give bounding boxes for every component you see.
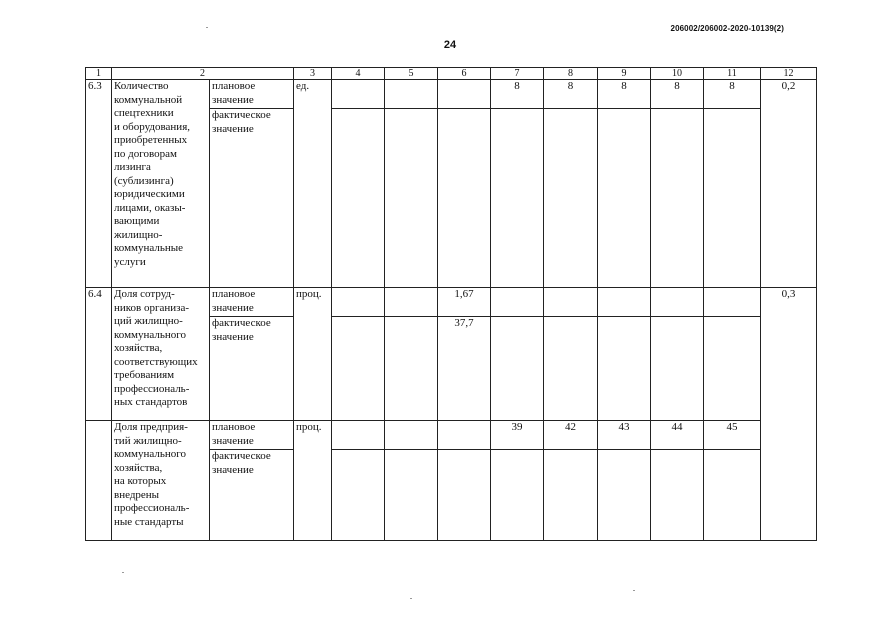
plan-label: плановое значение	[210, 80, 294, 109]
fact-value	[598, 450, 651, 541]
plan-value: 42	[544, 421, 598, 450]
fact-value	[385, 109, 438, 288]
plan-value: 45	[704, 421, 761, 450]
plan-value: 39	[491, 421, 544, 450]
fact-label: фактическое значение	[210, 450, 294, 541]
plan-value	[332, 80, 385, 109]
scan-speck	[633, 590, 635, 591]
row-number: 6.3	[86, 80, 112, 288]
fact-value: 37,7	[438, 317, 491, 421]
plan-value	[544, 288, 598, 317]
plan-label: плановое значение	[210, 288, 294, 317]
plan-value: 44	[651, 421, 704, 450]
scan-speck	[410, 598, 412, 599]
unit: проц.	[294, 421, 332, 541]
plan-value: 43	[598, 421, 651, 450]
plan-value	[385, 80, 438, 109]
plan-value	[385, 288, 438, 317]
weight: 0,2	[761, 80, 817, 288]
scan-speck	[122, 572, 124, 573]
plan-value	[332, 421, 385, 450]
table-row-plan	[86, 288, 817, 317]
row-number	[86, 421, 112, 541]
fact-value	[544, 450, 598, 541]
column-number: 12	[761, 68, 817, 80]
fact-value	[332, 109, 385, 288]
page-number: 24	[443, 39, 457, 51]
fact-value	[598, 109, 651, 288]
plan-value	[704, 288, 761, 317]
fact-value	[491, 450, 544, 541]
fact-value	[385, 317, 438, 421]
column-number: 6	[438, 68, 491, 80]
indicator-name: Количество коммунальной спецтехники и оборудования, приобретенных по договорам лизинга (сублизинга) юридическими лицами, оказы- вающими жилищно- коммунальные услуги	[112, 80, 210, 288]
plan-value: 8	[544, 80, 598, 109]
column-number: 5	[385, 68, 438, 80]
plan-value	[491, 288, 544, 317]
plan-value	[438, 421, 491, 450]
indicator-name: Доля сотруд- ников организа- ций жилищно- коммунального хозяйства, соответствующих требованиям профессиональ- ных стандартов	[112, 288, 210, 421]
column-number: 3	[294, 68, 332, 80]
plan-value	[438, 80, 491, 109]
fact-value	[491, 317, 544, 421]
plan-value: 8	[704, 80, 761, 109]
fact-value	[651, 109, 704, 288]
column-number: 4	[332, 68, 385, 80]
fact-label: фактическое значение	[210, 317, 294, 421]
table-row-plan	[86, 80, 817, 109]
row-number: 6.4	[86, 288, 112, 421]
plan-value: 8	[491, 80, 544, 109]
column-number: 2	[112, 68, 294, 80]
column-number: 7	[491, 68, 544, 80]
plan-value	[651, 288, 704, 317]
plan-value: 8	[598, 80, 651, 109]
fact-value	[332, 317, 385, 421]
fact-value	[704, 450, 761, 541]
fact-value	[544, 317, 598, 421]
plan-value: 1,67	[438, 288, 491, 317]
fact-value	[385, 450, 438, 541]
column-number: 11	[704, 68, 761, 80]
column-number: 8	[544, 68, 598, 80]
fact-value	[438, 109, 491, 288]
fact-value	[704, 317, 761, 421]
column-number-row	[86, 68, 817, 80]
column-number: 1	[86, 68, 112, 80]
plan-value	[332, 288, 385, 317]
unit: ед.	[294, 80, 332, 288]
fact-value	[598, 317, 651, 421]
fact-value	[704, 109, 761, 288]
table-row-plan	[86, 421, 817, 450]
column-number: 9	[598, 68, 651, 80]
document-id: 206002/206002-2020-10139(2)	[670, 24, 784, 33]
indicator-name: Доля предприя- тий жилищно- коммунального хозяйства, на которых внедрены профессиональ- ные стандарты	[112, 421, 210, 541]
fact-value	[651, 317, 704, 421]
fact-value	[438, 450, 491, 541]
column-number: 10	[651, 68, 704, 80]
unit: проц.	[294, 288, 332, 421]
plan-value	[385, 421, 438, 450]
plan-label: плановое значение	[210, 421, 294, 450]
plan-value	[598, 288, 651, 317]
indicators-table	[85, 67, 817, 541]
scan-speck	[206, 27, 208, 28]
fact-label: фактическое значение	[210, 109, 294, 288]
fact-value	[491, 109, 544, 288]
plan-value: 8	[651, 80, 704, 109]
fact-value	[544, 109, 598, 288]
weight: 0,3	[761, 288, 817, 541]
fact-value	[332, 450, 385, 541]
fact-value	[651, 450, 704, 541]
